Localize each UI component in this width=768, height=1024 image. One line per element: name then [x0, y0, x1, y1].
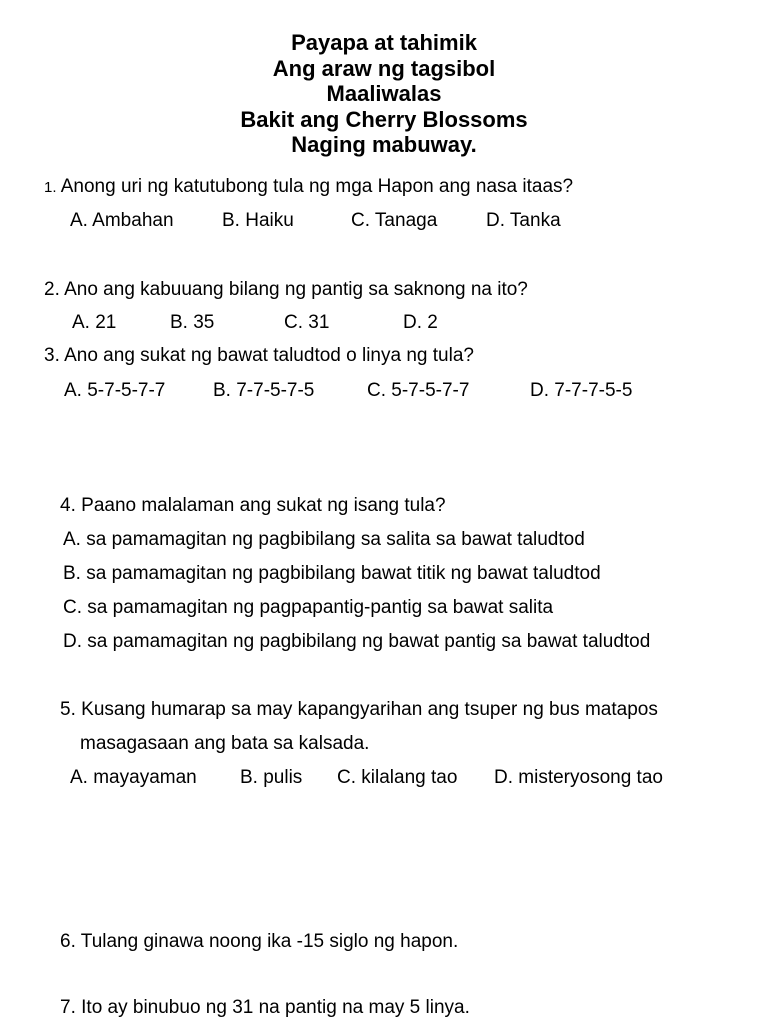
option: B. 35 [170, 312, 215, 333]
question-text: Tulang ginawa noong ika -15 siglo ng hapon. [80, 931, 459, 952]
option: D. sa pamamagitan ng pagbibilang ng bawat pantig sa bawat taludtod [63, 631, 651, 652]
option: A. mayayaman [70, 767, 197, 788]
option: D. 7-7-7-5-5 [530, 380, 633, 401]
option: A. 21 [72, 312, 117, 333]
question-number: 5. [60, 699, 76, 720]
question-number: 3. [44, 345, 60, 366]
poem-line: Payapa at tahimik [291, 30, 477, 55]
option: B. 7-7-5-7-5 [213, 380, 315, 401]
poem-line: Ang araw ng tagsibol [272, 55, 496, 81]
question-3 [44, 344, 474, 368]
question-number: 4. [60, 495, 76, 516]
question-text: Ito ay binubuo ng 31 na pantig na may 5 linya. [81, 997, 470, 1018]
option: A. 5-7-5-7-7 [64, 380, 166, 401]
option: D. misteryosong tao [494, 767, 663, 788]
option: A. sa pamamagitan ng pagbibilang sa salita sa bawat taludtod [63, 529, 585, 550]
question-number: 2. [44, 279, 60, 300]
option: C. kilalang tao [337, 767, 458, 788]
question-text: Paano malalaman ang sukat ng isang tula? [81, 495, 446, 516]
question-number: 7. [60, 997, 76, 1018]
question-7 [60, 996, 470, 1020]
question-text: Ano ang sukat ng bawat taludtod o linya ng tula? [64, 345, 474, 366]
question-text: Kusang humarap sa may kapangyarihan ang tsuper ng bus matapos [81, 699, 658, 720]
option: A. Ambahan [70, 210, 174, 231]
question-2 [44, 278, 528, 302]
question-text: Ano ang kabuuang bilang ng pantig sa saknong na ito? [64, 279, 528, 300]
option: C. sa pamamagitan ng pagpapantig-pantig sa bawat salita [63, 597, 554, 618]
question-6 [60, 930, 458, 954]
question-text: Anong uri ng katutubong tula ng mga Hapon ang nasa itaas? [60, 176, 574, 197]
poem [0, 30, 768, 158]
poem-line: Naging mabuway. [291, 132, 477, 157]
question-4 [60, 494, 446, 518]
option: B. pulis [240, 767, 303, 788]
poem-line: Bakit ang Cherry Blossoms [240, 106, 528, 132]
option: B. Haiku [222, 210, 294, 231]
option: C. 5-7-5-7-7 [367, 380, 470, 401]
option: C. 31 [284, 312, 330, 333]
option: D. Tanka [486, 210, 561, 231]
question-5 [60, 698, 658, 722]
question-5-continuation: masagasaan ang bata sa kalsada. [80, 733, 370, 754]
question-number: 1. [44, 179, 57, 196]
question-number: 6. [60, 931, 76, 952]
option: D. 2 [403, 312, 438, 333]
option: C. Tanaga [351, 210, 438, 231]
question-1 [44, 175, 573, 200]
option: B. sa pamamagitan ng pagbibilang bawat titik ng bawat taludtod [63, 563, 601, 584]
poem-line: Maaliwalas [326, 81, 442, 106]
